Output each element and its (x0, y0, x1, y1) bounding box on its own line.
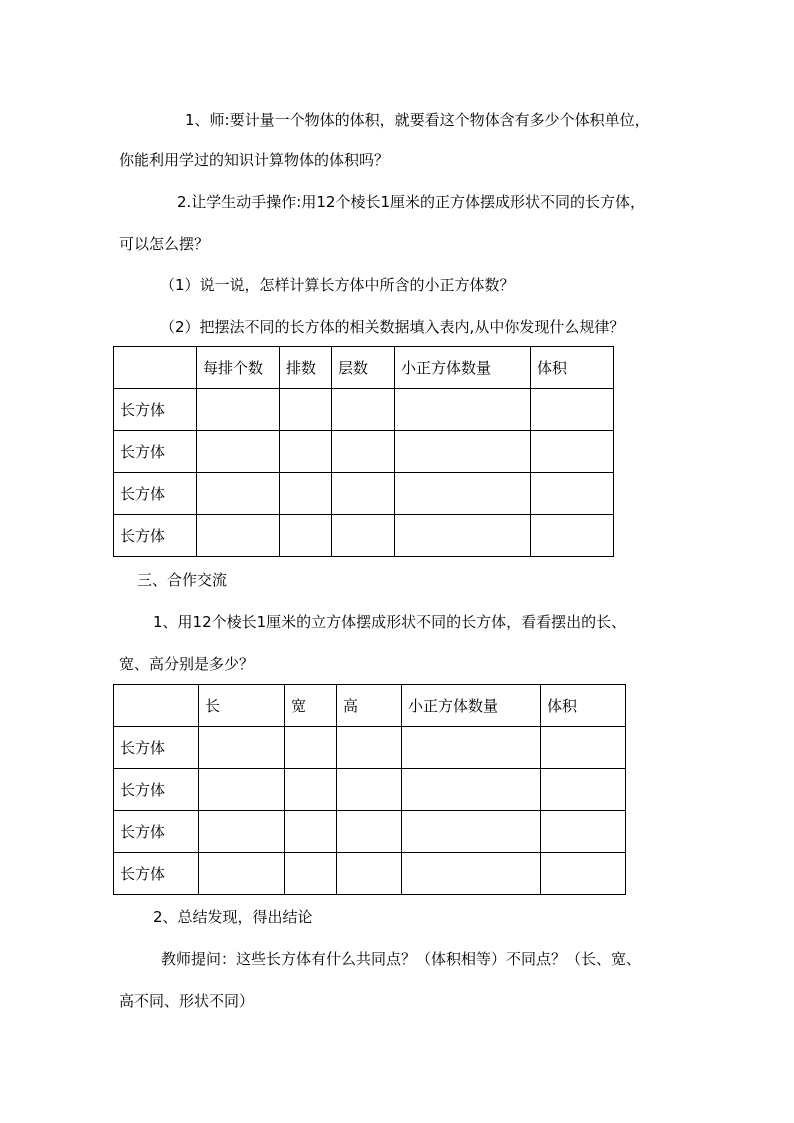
blank-cell[interactable] (285, 769, 337, 811)
blank-cell[interactable] (332, 515, 395, 557)
blank-cell[interactable] (541, 811, 626, 853)
header-cell (114, 685, 199, 727)
blank-cell[interactable] (402, 853, 541, 895)
row-label: 长方体 (114, 515, 197, 557)
blank-cell[interactable] (280, 473, 332, 515)
blank-cell[interactable] (541, 853, 626, 895)
blank-cell[interactable] (197, 389, 280, 431)
header-cell: 宽 (285, 685, 337, 727)
table-row (114, 389, 614, 431)
paragraph-student-operation-line2: 可以怎么摆？ (119, 235, 210, 253)
table-row (114, 811, 626, 853)
header-cell: 每排个数 (197, 347, 280, 389)
blank-cell[interactable] (285, 811, 337, 853)
row-label: 长方体 (114, 853, 199, 895)
row-label: 长方体 (114, 727, 199, 769)
blank-cell[interactable] (395, 431, 531, 473)
header-cell: 体积 (541, 685, 626, 727)
blank-cell[interactable] (280, 515, 332, 557)
blank-cell[interactable] (337, 769, 402, 811)
table-header-row (114, 347, 614, 389)
header-cell: 小正方体数量 (395, 347, 531, 389)
row-label: 长方体 (114, 473, 197, 515)
table-row (114, 515, 614, 557)
row-label: 长方体 (114, 769, 199, 811)
row-label: 长方体 (114, 389, 197, 431)
paragraph-teacher-intro-line1: 1、师:要计量一个物体的体积，就要看这个物体含有多少个体积单位， (185, 111, 650, 129)
blank-cell[interactable] (280, 431, 332, 473)
blank-cell[interactable] (531, 389, 614, 431)
blank-cell[interactable] (541, 727, 626, 769)
blank-cell[interactable] (402, 769, 541, 811)
blank-cell[interactable] (531, 431, 614, 473)
table-header-row (114, 685, 626, 727)
blank-cell[interactable] (332, 389, 395, 431)
blank-cell[interactable] (541, 769, 626, 811)
paragraph-student-operation-line1: 2.让学生动手操作:用12个棱长1厘米的正方体摆成形状不同的长方体， (177, 193, 645, 211)
blank-cell[interactable] (531, 473, 614, 515)
question-1: （1）说一说，怎样计算长方体中所含的小正方体数？ (160, 276, 515, 294)
blank-cell[interactable] (402, 727, 541, 769)
table-row (114, 727, 626, 769)
paragraph-cube-task-line2: 宽、高分别是多少？ (119, 655, 255, 673)
data-table-2 (113, 684, 626, 895)
blank-cell[interactable] (280, 389, 332, 431)
header-cell: 小正方体数量 (402, 685, 541, 727)
row-label: 长方体 (114, 811, 199, 853)
blank-cell[interactable] (285, 727, 337, 769)
blank-cell[interactable] (197, 515, 280, 557)
paragraph-cube-task-line1: 1、用12个棱长1厘米的立方体摆成形状不同的长方体，看看摆出的长、 (153, 613, 627, 631)
paragraph-teacher-question-line1: 教师提问：这些长方体有什么共同点？（体积相等）不同点？（长、宽、 (161, 950, 642, 968)
header-cell: 长 (199, 685, 285, 727)
blank-cell[interactable] (395, 515, 531, 557)
header-cell: 体积 (531, 347, 614, 389)
table-row (114, 431, 614, 473)
table-row (114, 473, 614, 515)
blank-cell[interactable] (285, 853, 337, 895)
paragraph-teacher-question-line2: 高不同、形状不同） (119, 992, 255, 1010)
blank-cell[interactable] (197, 431, 280, 473)
row-label: 长方体 (114, 431, 197, 473)
header-cell: 排数 (280, 347, 332, 389)
section-heading-cooperation: 三、合作交流 (137, 571, 228, 589)
table-row (114, 853, 626, 895)
header-cell (114, 347, 197, 389)
blank-cell[interactable] (199, 853, 285, 895)
blank-cell[interactable] (199, 769, 285, 811)
table-row (114, 769, 626, 811)
section-heading-summary: 2、总结发现，得出结论 (153, 908, 313, 926)
question-2: （2）把摆法不同的长方体的相关数据填入表内,从中你发现什么规律？ (160, 318, 625, 336)
blank-cell[interactable] (337, 811, 402, 853)
header-cell: 层数 (332, 347, 395, 389)
blank-cell[interactable] (197, 473, 280, 515)
blank-cell[interactable] (199, 811, 285, 853)
blank-cell[interactable] (199, 727, 285, 769)
blank-cell[interactable] (332, 473, 395, 515)
blank-cell[interactable] (395, 389, 531, 431)
paragraph-teacher-intro-line2: 你能利用学过的知识计算物体的体积吗？ (119, 151, 390, 169)
blank-cell[interactable] (337, 727, 402, 769)
blank-cell[interactable] (337, 853, 402, 895)
blank-cell[interactable] (332, 431, 395, 473)
blank-cell[interactable] (402, 811, 541, 853)
data-table-1 (113, 346, 614, 557)
header-cell: 高 (337, 685, 402, 727)
blank-cell[interactable] (395, 473, 531, 515)
blank-cell[interactable] (531, 515, 614, 557)
